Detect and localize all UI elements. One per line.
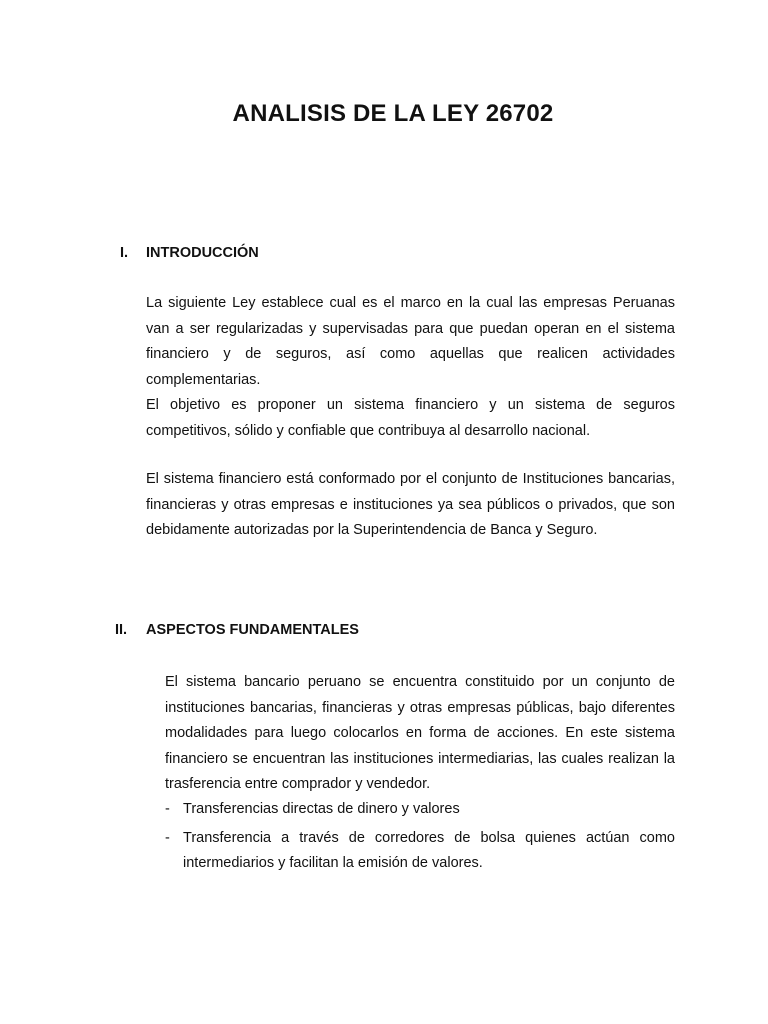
section-heading-introduccion [120, 245, 680, 265]
list-item [165, 826, 675, 877]
paragraph-sistema-bancario: El sistema bancario peruano se encuentra constituido por un conjunto de instituciones bancarias, financieras y otras empresas públicas, bajo diferentes modalidades para luego colocarlos en forma de acciones. En este sistema financiero se encuentran las instituciones intermediarias, las cuales realizan la trasferencia entre comprador y vendedor. [165, 674, 675, 792]
section-number: I. [120, 245, 129, 261]
bullet-marker: - [165, 801, 170, 817]
list-item [165, 797, 675, 823]
bullet-list [165, 797, 675, 880]
paragraph-objetivo: El objetivo es proponer un sistema financiero y un sistema de seguros competitivos, sólido y confiable que contribuya al desarrollo nacional. [146, 397, 675, 439]
list-item-text: Transferencia a través de corredores de bolsa quienes actúan como intermediarios y facilitan la emisión de valores. [183, 829, 675, 871]
paragraph-sistema-financiero: El sistema financiero está conformado por el conjunto de Instituciones bancarias, financieras y otras empresas e instituciones ya sea públicos o privados, que son debidamente autorizadas por la Superintendencia de Banca y Seguro. [146, 471, 675, 538]
list-item-text: Transferencias directas de dinero y valores [183, 801, 460, 817]
section-title: INTRODUCCIÓN [146, 245, 259, 261]
section-number: II. [115, 622, 128, 638]
section-title: ASPECTOS FUNDAMENTALES [146, 622, 359, 638]
section-heading-aspectos-fundamentales [115, 622, 675, 642]
paragraph-marco-ley: La siguiente Ley establece cual es el marco en la cual las empresas Peruanas van a ser regularizadas y supervisadas para que puedan operan en el sistema financiero y de seguros, así como aquellas que realicen actividades complementarias. [146, 295, 675, 388]
document-title: ANALISIS DE LA LEY 26702 [232, 100, 554, 127]
bullet-marker: - [165, 829, 170, 846]
